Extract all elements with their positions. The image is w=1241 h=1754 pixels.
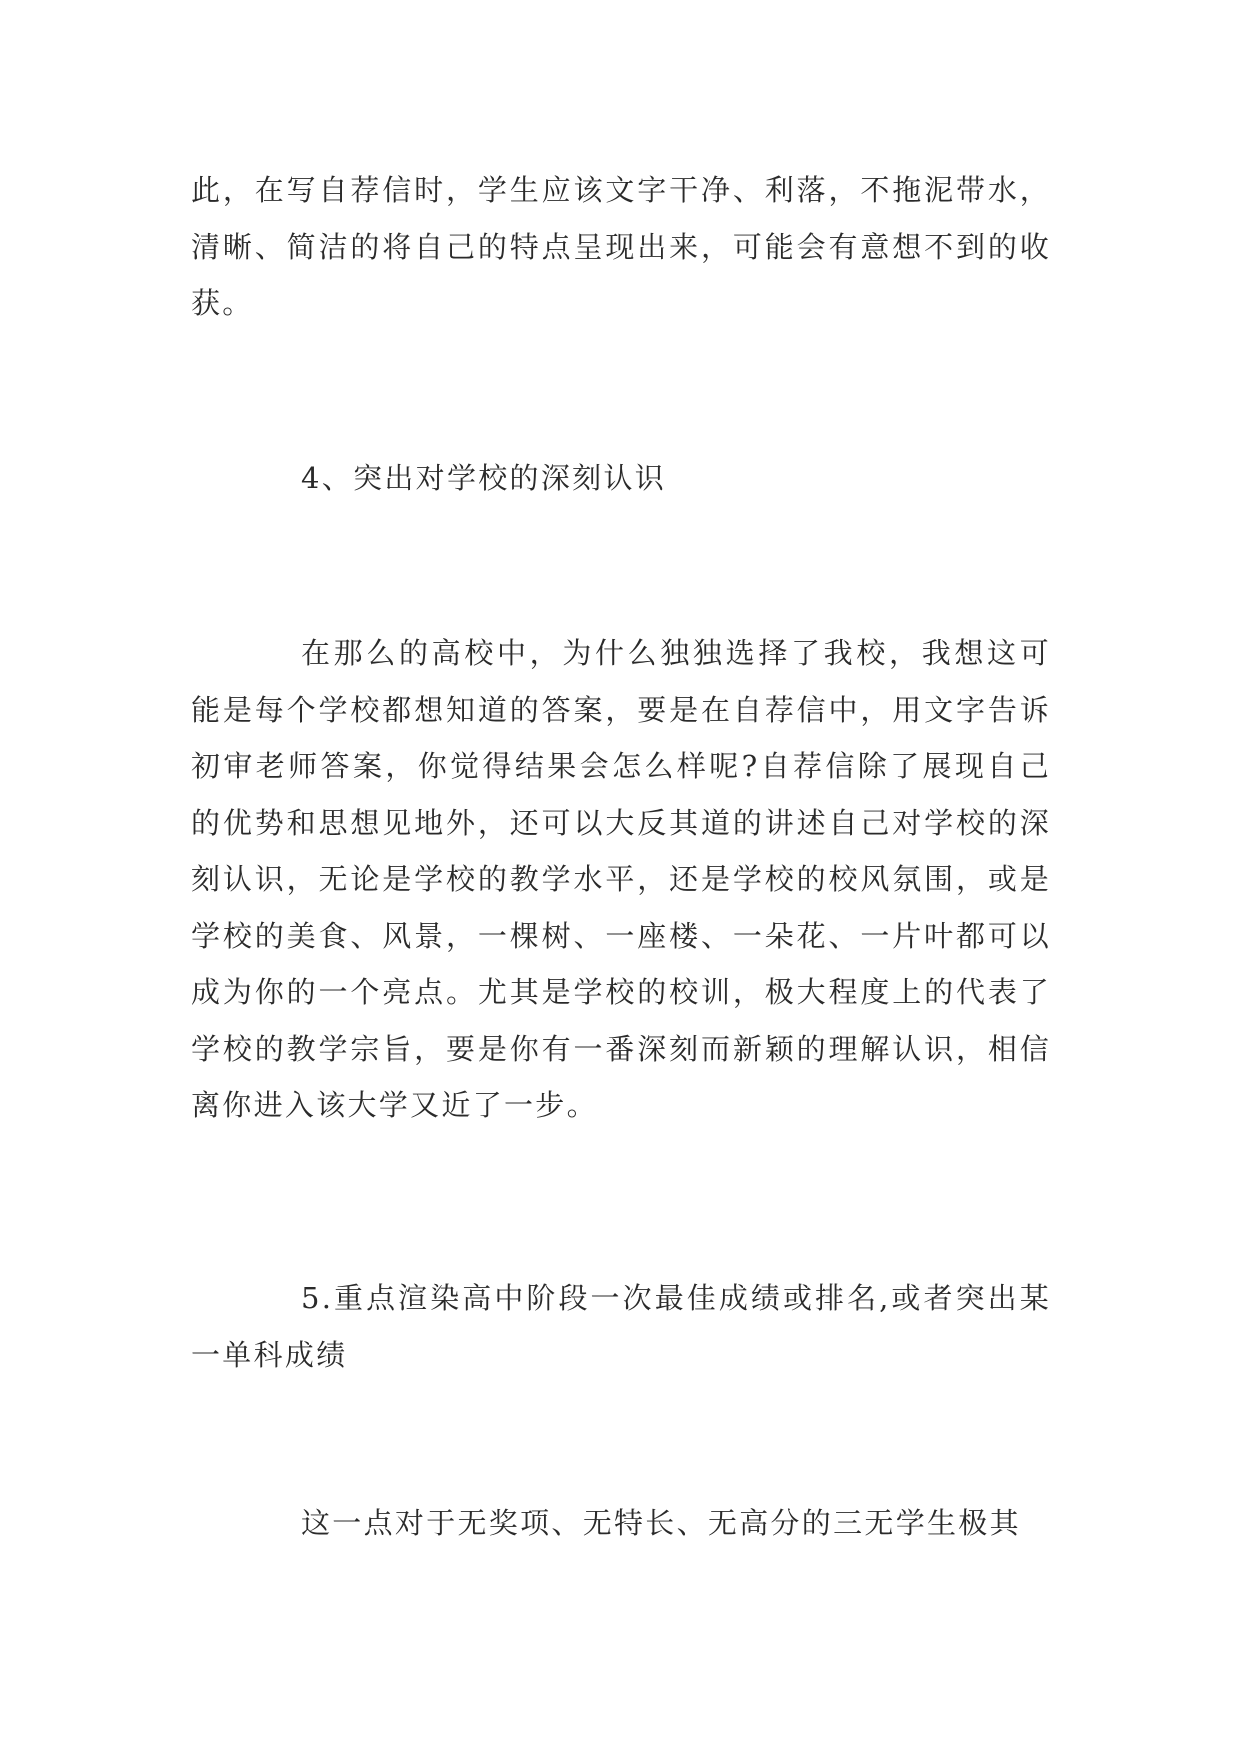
section-heading-5: 5.重点渲染高中阶段一次最佳成绩或排名,或者突出某一单科成绩 <box>191 1281 1051 1372</box>
paragraph-continued: 此，在写自荐信时，学生应该文字干净、利落，不拖泥带水，清晰、简洁的将自己的特点呈现出来，可能会有意想不到的收获。 <box>191 173 1051 320</box>
paragraph-three-no-students: 这一点对于无奖项、无特长、无高分的三无学生极其 <box>301 1506 1021 1540</box>
paragraph-school-understanding: 在那么的高校中，为什么独独选择了我校，我想这可能是每个学校都想知道的答案，要是在自荐信中，用文字告诉初审老师答案，你觉得结果会怎么样呢?自荐信除了展现自己的优势和思想见地外，还可以大反其道的讲述自己对学校的深刻认识，无论是学校的教学水平，还是学校的校风氛围，或是学校的美食、风景，一棵树、一座楼、一朵花、一片叶都可以成为你的一个亮点。尤其是学校的校训，极大程度上的代表了学校的教学宗旨，要是你有一番深刻而新颖的理解认识，相信离你进入该大学又近了一步。 <box>191 636 1051 1122</box>
section-heading-4: 4、突出对学校的深刻认识 <box>301 461 667 495</box>
